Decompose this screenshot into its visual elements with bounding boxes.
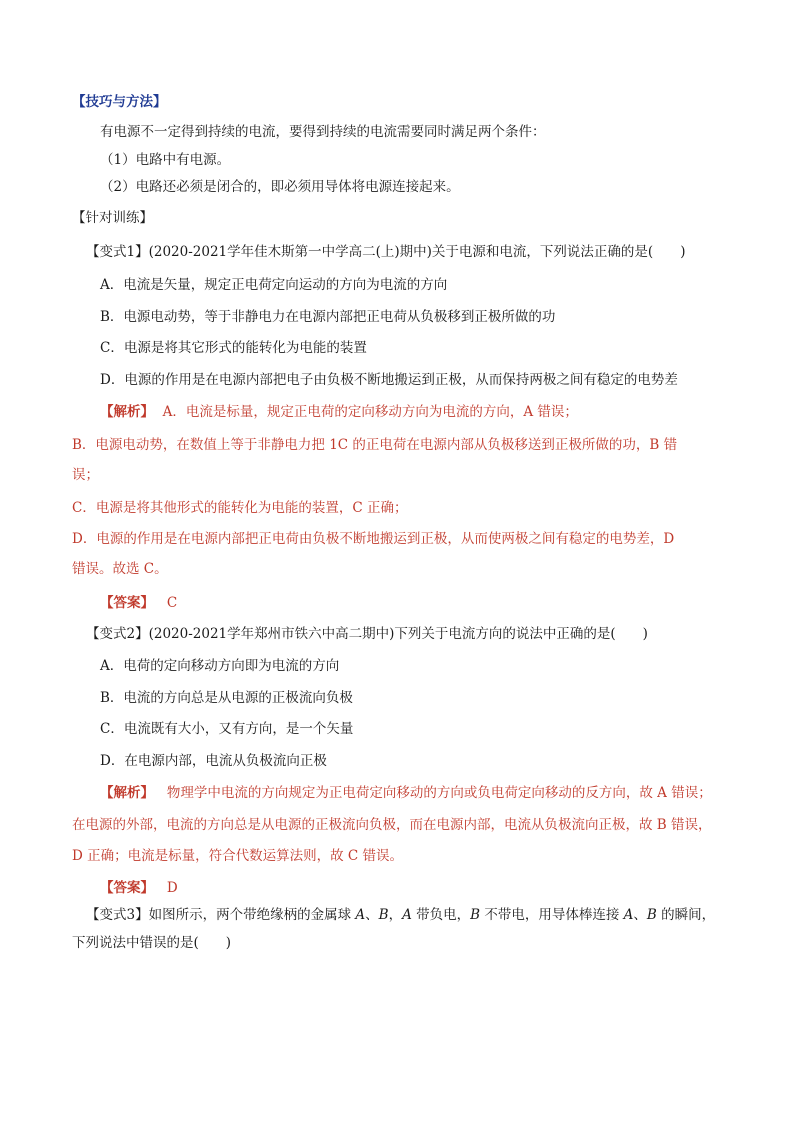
q2-option-d: D．在电源内部，电流从负极流向正极 xyxy=(100,753,327,769)
q1-stem-text: (2020-2021学年佳木斯第一中学高二(上)期中)关于电源和电流，下列说法正确的是( ) xyxy=(148,244,686,260)
tips-intro: 有电源不一定得到持续的电流，要得到持续的电流需要同时满足两个条件： xyxy=(100,124,546,140)
q1-analysis-1: A．电流是标量，规定正电荷的定向移动方向为电流的方向，A 错误； xyxy=(162,404,578,420)
tips-heading xyxy=(72,92,734,112)
q2-answer-value: D xyxy=(166,880,178,896)
q3-var-a: A xyxy=(623,907,634,923)
q1-stem xyxy=(86,242,734,262)
q2-tag: 【变式2】 xyxy=(86,626,149,642)
q1-analysis-line-4b: 错误。故选 C。 xyxy=(72,561,168,577)
q3-stem-part-4: 的瞬间， xyxy=(656,907,716,923)
q1-option-b: B．电源电动势，等于非静电力在电源内部把正电荷从负极移到正极所做的功 xyxy=(100,309,556,325)
q1-tag: 【变式1】 xyxy=(86,244,149,260)
q3-sep: 、 xyxy=(633,907,647,923)
q3-var-b: B xyxy=(646,907,657,923)
q1-analysis-line-2b: 误； xyxy=(72,467,99,483)
q1-analysis-tag: 【解析】 xyxy=(100,404,154,420)
q1-option-a: A．电流是矢量，规定正电荷定向运动的方向为电流的方向 xyxy=(100,277,448,293)
q3-sep: ， xyxy=(388,907,403,923)
q2-option-b: B．电流的方向总是从电源的正极流向负极 xyxy=(100,690,353,706)
q1-analysis-line-3: C．电源是将其他形式的能转化为电能的装置，C 正确； xyxy=(72,500,408,516)
q2-answer-tag: 【答案】 xyxy=(100,880,154,896)
q1-answer xyxy=(100,593,734,613)
q2-analysis-line-2: 在电源的外部，电流的方向总是从电源的正极流向负极，而在电源内部，电流从负极流向正极，故 B 错误， xyxy=(72,817,712,833)
tips-condition-1: （1）电路中有电源。 xyxy=(100,152,231,168)
q3-var-b: B xyxy=(378,907,389,923)
q3-var-a: A xyxy=(402,907,412,923)
q3-sep: 、 xyxy=(365,907,379,923)
q2-stem-text: (2020-2021学年郑州市铁六中高二期中)下列关于电流方向的说法中正确的是( ) xyxy=(148,626,648,642)
q2-stem xyxy=(86,624,734,644)
q3-stem-part-3: 不带电，用导体棒连接 xyxy=(480,907,624,923)
q2-option-c: C．电流既有大小，又有方向，是一个矢量 xyxy=(100,721,354,737)
q2-analysis-line-3: D 正确；电流是标量，符合代数运算法则，故 C 错误。 xyxy=(72,848,404,864)
q2-analysis-tag: 【解析】 xyxy=(100,785,154,801)
q3-stem-line-2: 下列说法中错误的是( ) xyxy=(72,935,232,951)
q3-tag: 【变式3】 xyxy=(86,907,149,923)
q1-answer-value: C xyxy=(166,595,178,611)
q2-analysis-line-1 xyxy=(100,783,734,803)
q1-option-d: D．电源的作用是在电源内部把电子由负极不断地搬运到正极，从而保持两极之间有稳定的电势差 xyxy=(100,372,678,388)
q3-stem-line-1 xyxy=(86,905,734,925)
q1-analysis-line-1 xyxy=(100,402,734,422)
q2-analysis-1: 物理学中电流的方向规定为正电荷定向移动的方向或负电荷定向移动的反方向，故 A 错误； xyxy=(166,785,712,801)
q1-answer-tag: 【答案】 xyxy=(100,595,154,611)
tips-condition-2: （2）电路还必须是闭合的，即必须用导体将电源连接起来。 xyxy=(100,179,460,195)
q3-stem-part-1: 如图所示，两个带绝缘柄的金属球 xyxy=(148,907,356,923)
tips-heading-text: 【技巧与方法】 xyxy=(72,94,167,110)
q3-var-b: B xyxy=(470,907,481,923)
q3-stem-part-2: 带负电， xyxy=(411,907,471,923)
q2-option-a: A．电荷的定向移动方向即为电流的方向 xyxy=(100,658,340,674)
q3-var-a: A xyxy=(355,907,366,923)
q1-option-c: C．电源是将其它形式的能转化为电能的装置 xyxy=(100,340,367,356)
q1-analysis-line-4a: D．电源的作用是在电源内部把正电荷由负极不断地搬运到正极，从而使两极之间有稳定的电势差，D xyxy=(72,531,675,547)
q2-answer xyxy=(100,878,734,898)
q1-analysis-line-2a: B．电源电动势，在数值上等于非静电力把 1C 的正电荷在电源内部从负极移送到正极所做的功，B 错 xyxy=(72,437,678,453)
training-heading: 【针对训练】 xyxy=(72,210,153,226)
